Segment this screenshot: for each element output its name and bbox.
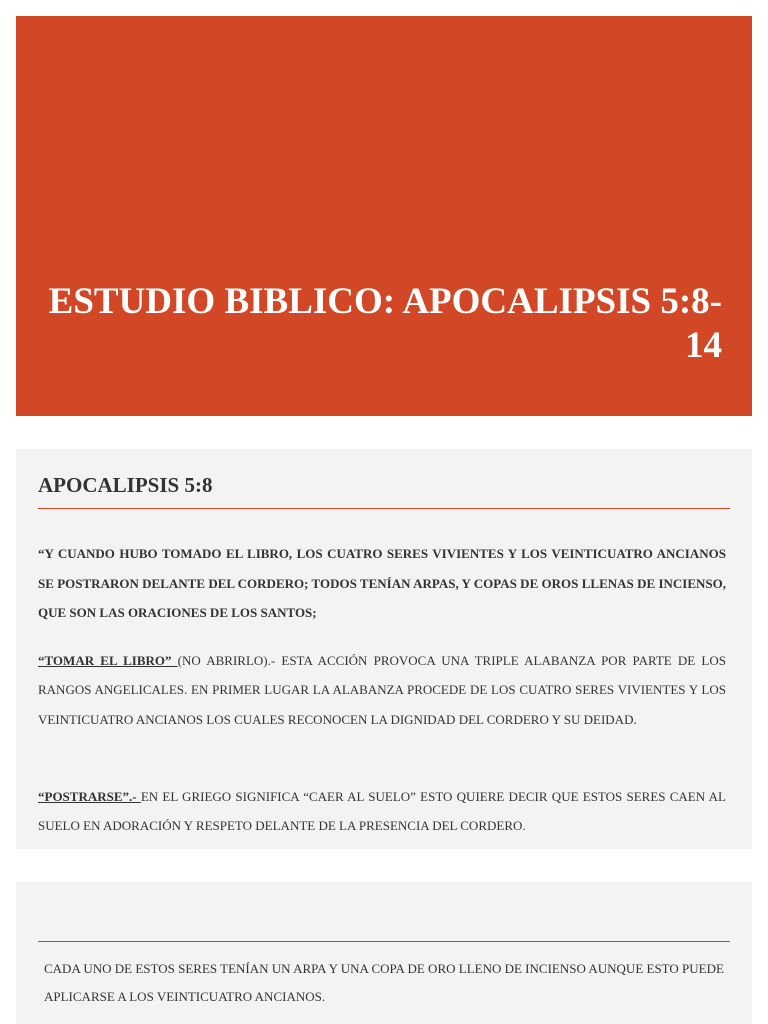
heading-divider (38, 508, 730, 509)
slide-heading: APOCALIPSIS 5:8 (38, 473, 213, 497)
paragraph-tomar-el-libro (38, 646, 726, 734)
slide-title: ESTUDIO BIBLICO: APOCALIPSIS 5:8-14 (48, 281, 722, 366)
paragraph-text: (NO ABRIRLO).- ESTA ACCIÓN PROVOCA UNA TRIPLE ALABANZA POR PARTE DE LOS RANGOS ANGELICALES. EN PRIMER LUGAR LA ALABANZA PROCEDE DE LOS CUATRO SERES VIVIENTES Y LOS VEINTICUATRO ANCIANOS LOS CUALES RECONOCEN LA DIGNIDAD DEL CORDERO Y SU DEIDAD. (38, 653, 726, 727)
scripture-quote: “Y CUANDO HUBO TOMADO EL LIBRO, LOS CUATRO SERES VIVIENTES Y LOS VEINTICUATRO ANCIANOS SE POSTRARON DELANTE DEL CORDERO; TODOS TENÍAN ARPAS, Y COPAS DE OROS LLENAS DE INCIENSO, QUE SON LAS ORACIONES DE LOS SANTOS; (38, 546, 726, 620)
paragraph-text: EN EL GRIEGO SIGNIFICA “CAER AL SUELO” ESTO QUIERE DECIR QUE ESTOS SERES CAEN AL SUELO EN ADORACIÓN Y RESPETO DELANTE DE LA PRESENCIA DEL CORDERO. (38, 789, 726, 834)
heading-divider (38, 941, 730, 942)
title-slide (16, 16, 752, 416)
content-slide-continued (16, 882, 752, 1024)
content-slide-apocalipsis-5-8 (16, 449, 752, 849)
term-postrarse: “POSTRARSE”.- (38, 789, 141, 804)
paragraph-postrarse (38, 782, 726, 841)
paragraph-arpas-copas: CADA UNO DE ESTOS SERES TENÍAN UN ARPA Y UNA COPA DE ORO LLENO DE INCIENSO AUNQUE ESTO PUEDE APLICARSE A LOS VEINTICUATRO ANCIANOS. (44, 961, 724, 1004)
term-tomar-el-libro: “TOMAR EL LIBRO” (38, 653, 178, 668)
